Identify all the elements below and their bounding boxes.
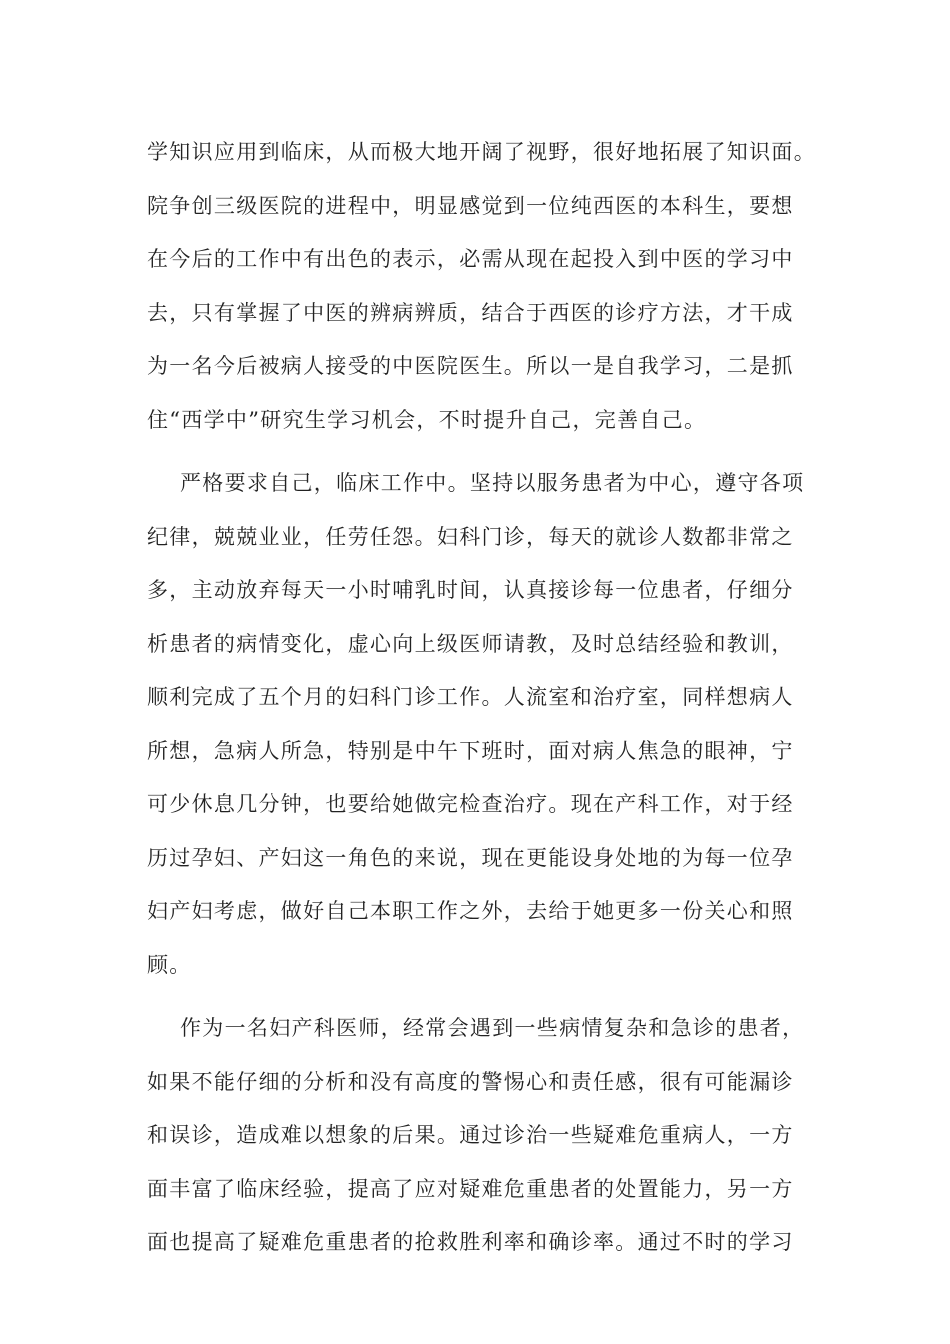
text-line: 如果不能仔细的分析和没有高度的警惕心和责任感，很有可能漏诊 [147, 1069, 794, 1094]
paragraph-spacer [147, 992, 807, 1002]
text-line: 析患者的病情变化，虚心向上级医师请教，及时总结经验和教训， [147, 631, 794, 656]
text-line: 为一名今后被病人接受的中医院医生。所以一是自我学习，二是抓 [147, 354, 794, 378]
text-line: 作为一名妇产科医师，经常会遇到一些病情复杂和急诊的患者， [180, 1016, 805, 1040]
text-line: 在今后的工作中有出色的表示，必需从现在起投入到中医的学习中 [147, 247, 794, 271]
paragraph-3 [147, 1002, 807, 1270]
text-line: 学知识应用到临床，从而极大地开阔了视野，很好地拓展了知识面。 [147, 140, 816, 164]
text-line: 和误诊，造成难以想象的后果。通过诊治一些疑难危重病人，一方 [147, 1123, 794, 1147]
paragraph-spacer [147, 447, 807, 457]
text-line: 妇产妇考虑，做好自己本职工作之外，去给于她更多一份关心和照 [147, 899, 794, 923]
text-line: 院争创三级医院的进程中，明显感觉到一位纯西医的本科生，要想 [147, 193, 794, 218]
text-line: 历过孕妇、产妇这一角色的来说，现在更能设身处地的为每一位孕 [147, 845, 794, 870]
text-line: 顺利完成了五个月的妇科门诊工作。人流室和治疗室，同样想病人 [147, 685, 794, 709]
text-line: 住“西学中”研究生学习机会，不时提升自己，完善自己。 [147, 407, 707, 432]
text-line: 面丰富了临床经验，提高了应对疑难危重患者的处置能力，另一方 [147, 1176, 794, 1201]
text-line: 面也提高了疑难危重患者的抢救胜利率和确诊率。通过不时的学习 [147, 1230, 794, 1254]
text-line: 所想，急病人所急，特别是中午下班时，面对病人焦急的眼神，宁 [147, 738, 794, 763]
paragraph-2 [147, 457, 807, 992]
text-line: 可少休息几分钟，也要给她做完检查治疗。现在产科工作，对于经 [147, 792, 794, 816]
text-line: 纪律，兢兢业业，任劳任怨。妇科门诊，每天的就诊人数都非常之 [147, 524, 794, 549]
text-line: 去，只有掌握了中医的辨病辨质，结合于西医的诊疗方法，才干成 [147, 300, 794, 325]
text-line: 顾。 [147, 952, 192, 977]
text-line: 严格要求自己，临床工作中。坚持以服务患者为中心，遵守各项 [180, 471, 805, 495]
document-body [147, 126, 816, 1270]
paragraph-1 [147, 126, 816, 447]
text-line: 多，主动放弃每天一小时哺乳时间，认真接诊每一位患者，仔细分 [147, 578, 794, 602]
